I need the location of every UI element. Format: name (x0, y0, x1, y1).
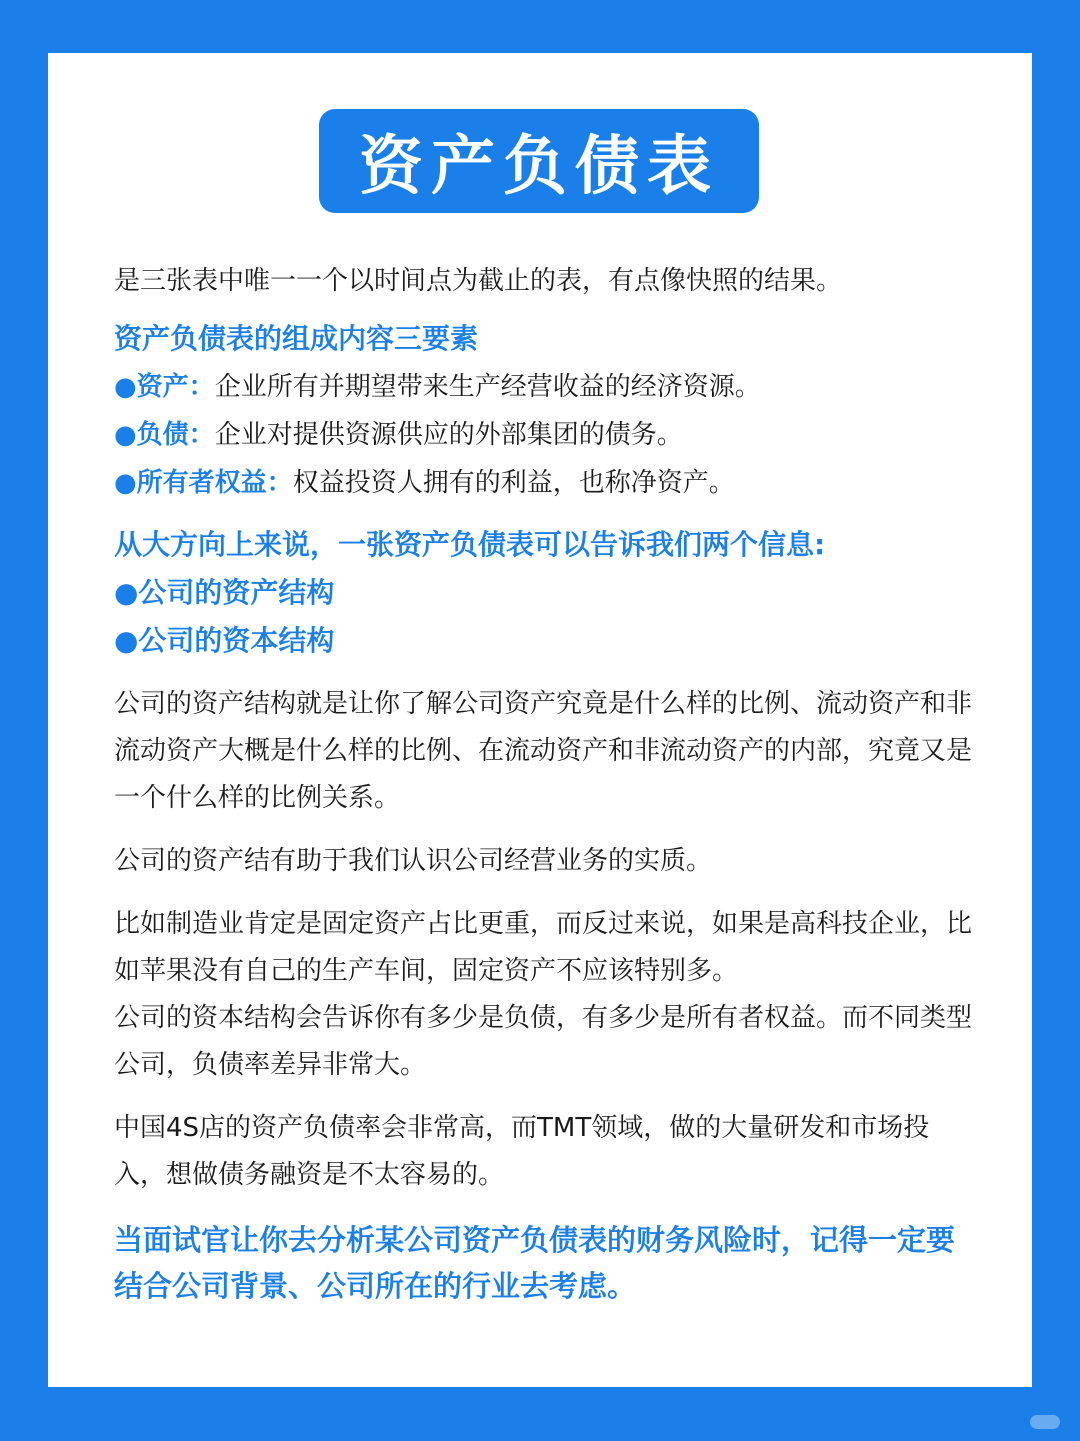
page-title: 资产负债表 (359, 130, 719, 204)
term-label: ●资产： (114, 372, 215, 402)
intro-text: 是三张表中唯一一个以时间点为截止的表，有点像快照的结果。 (114, 266, 843, 296)
conclusion-text: 当面试官让你去分析某公司资产负债表的财务风险时，记得一定要结合公司背景、公司所在的行业去考虑。 (114, 1223, 956, 1303)
watermark-logo (1030, 1415, 1060, 1429)
list-item: ●公司的资产结构 (114, 576, 335, 609)
list-item: ●公司的资本结构 (114, 624, 335, 657)
list-item (114, 363, 974, 411)
paragraph: 公司的资产结构就是让你了解公司资产究竟是什么样的比例、流动资产和非流动资产大概是什么样的比例、在流动资产和非流动资产的内部，究竟又是一个什么样的比例关系。 (114, 689, 973, 813)
article-body (114, 253, 974, 1309)
term-description: 企业对提供资源供应的外部集团的债务。 (214, 420, 683, 450)
term-description: 权益投资人拥有的利益，也称净资产。 (292, 468, 735, 498)
list-item (114, 459, 974, 507)
term-label: ●所有者权益： (114, 468, 293, 498)
paragraph: 中国4S店的资产负债率会非常高，而TMT领域，做的大量研发和市场投入，想做债务融资是不太容易的。 (114, 1113, 930, 1190)
term-description: 企业所有并期望带来生产经营收益的经济资源。 (214, 372, 761, 402)
list-item (114, 411, 974, 459)
content-card (48, 53, 1032, 1387)
title-banner (319, 109, 759, 213)
paragraph: 公司的资本结构会告诉你有多少是负债，有多少是所有者权益。而不同类型公司，负债率差异非常大。 (114, 1003, 973, 1080)
section1-heading: 资产负债表的组成内容三要素 (114, 322, 479, 355)
paragraph: 公司的资产结有助于我们认识公司经营业务的实质。 (114, 846, 713, 876)
paragraph: 比如制造业肯定是固定资产占比更重，而反过来说，如果是高科技企业，比如苹果没有自己的生产车间，固定资产不应该特别多。 (114, 909, 973, 986)
section2-heading: 从大方向上来说，一张资产负债表可以告诉我们两个信息: (114, 528, 826, 561)
term-label: ●负债： (114, 420, 215, 450)
